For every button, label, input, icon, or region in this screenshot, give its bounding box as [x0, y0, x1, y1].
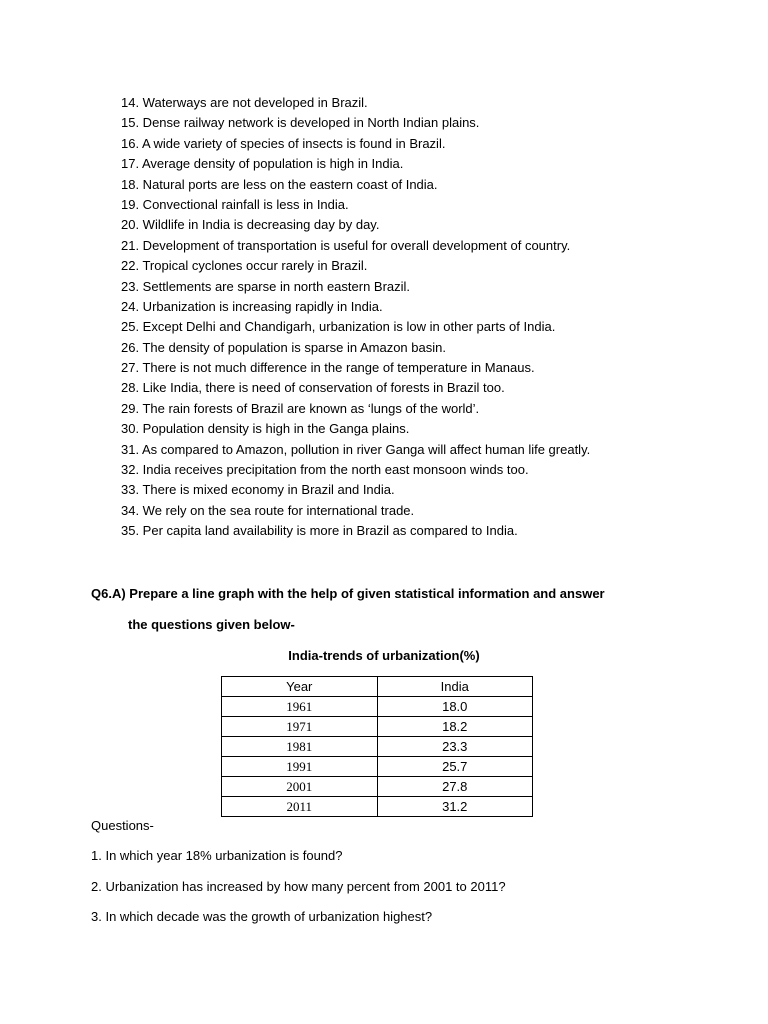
cell-value: 25.7: [377, 757, 533, 777]
table-header-row: [222, 677, 533, 697]
statement-item: 35. Per capita land availability is more in Brazil as compared to India.: [121, 523, 518, 539]
statement-item: 34. We rely on the sea route for international trade.: [121, 502, 415, 518]
questions-label: Questions-: [91, 818, 154, 833]
statement-item: 29. The rain forests of Brazil are known as ‘lungs of the world’.: [121, 400, 480, 416]
question-item: 2. Urbanization has increased by how many percent from 2001 to 2011?: [91, 879, 506, 894]
table-row: [222, 737, 533, 757]
table-row: [222, 757, 533, 777]
cell-year: 2001: [222, 777, 378, 797]
cell-year: 2011: [222, 797, 378, 817]
statement-item: 15. Dense railway network is developed in North Indian plains.: [121, 115, 480, 131]
statement-item: 25. Except Delhi and Chandigarh, urbanization is low in other parts of India.: [121, 319, 556, 335]
cell-value: 31.2: [377, 797, 533, 817]
cell-value: 18.2: [377, 717, 533, 737]
cell-value: 27.8: [377, 777, 533, 797]
statement-item: 33. There is mixed economy in Brazil and India.: [121, 482, 395, 498]
statement-item: 16. A wide variety of species of insects is found in Brazil.: [121, 135, 446, 151]
statement-item: 18. Natural ports are less on the eastern coast of India.: [121, 176, 438, 192]
statement-item: 31. As compared to Amazon, pollution in river Ganga will affect human life greatly.: [121, 441, 591, 457]
header-india: India: [377, 677, 533, 697]
question-heading: Q6.A) Prepare a line graph with the help of given statistical information and answer: [91, 586, 605, 601]
statement-item: 26. The density of population is sparse in Amazon basin.: [121, 339, 446, 355]
statement-item: 22. Tropical cyclones occur rarely in Brazil.: [121, 258, 368, 274]
statement-item: 14. Waterways are not developed in Brazil.: [121, 95, 368, 110]
cell-year: 1981: [222, 737, 378, 757]
question-heading-continued: the questions given below-: [128, 617, 295, 632]
cell-year: 1971: [222, 717, 378, 737]
statement-item: 30. Population density is high in the Ganga plains.: [121, 421, 410, 437]
table-title: India-trends of urbanization(%): [288, 648, 480, 663]
cell-year: 1961: [222, 697, 378, 717]
table-row: [222, 717, 533, 737]
table-row: [222, 777, 533, 797]
statement-item: 17. Average density of population is high in India.: [121, 156, 404, 172]
statement-item: 24. Urbanization is increasing rapidly in India.: [121, 298, 383, 314]
urbanization-table: [221, 676, 533, 817]
cell-value: 23.3: [377, 737, 533, 757]
question-item: 1. In which year 18% urbanization is found?: [91, 848, 343, 863]
statement-item: 28. Like India, there is need of conservation of forests in Brazil too.: [121, 380, 505, 396]
statement-item: 23. Settlements are sparse in north eastern Brazil.: [121, 278, 411, 294]
statement-item: 20. Wildlife in India is decreasing day by day.: [121, 217, 380, 233]
table-row: [222, 797, 533, 817]
statement-item: 27. There is not much difference in the range of temperature in Manaus.: [121, 360, 535, 376]
statement-item: 32. India receives precipitation from the north east monsoon winds too.: [121, 462, 529, 478]
question-item: 3. In which decade was the growth of urbanization highest?: [91, 909, 433, 924]
cell-value: 18.0: [377, 697, 533, 717]
table-row: [222, 697, 533, 717]
header-year: Year: [222, 677, 378, 697]
statement-item: 19. Convectional rainfall is less in India.: [121, 196, 349, 212]
statement-list: [121, 93, 590, 542]
cell-year: 1991: [222, 757, 378, 777]
statement-item: 21. Development of transportation is useful for overall development of country.: [121, 237, 571, 253]
